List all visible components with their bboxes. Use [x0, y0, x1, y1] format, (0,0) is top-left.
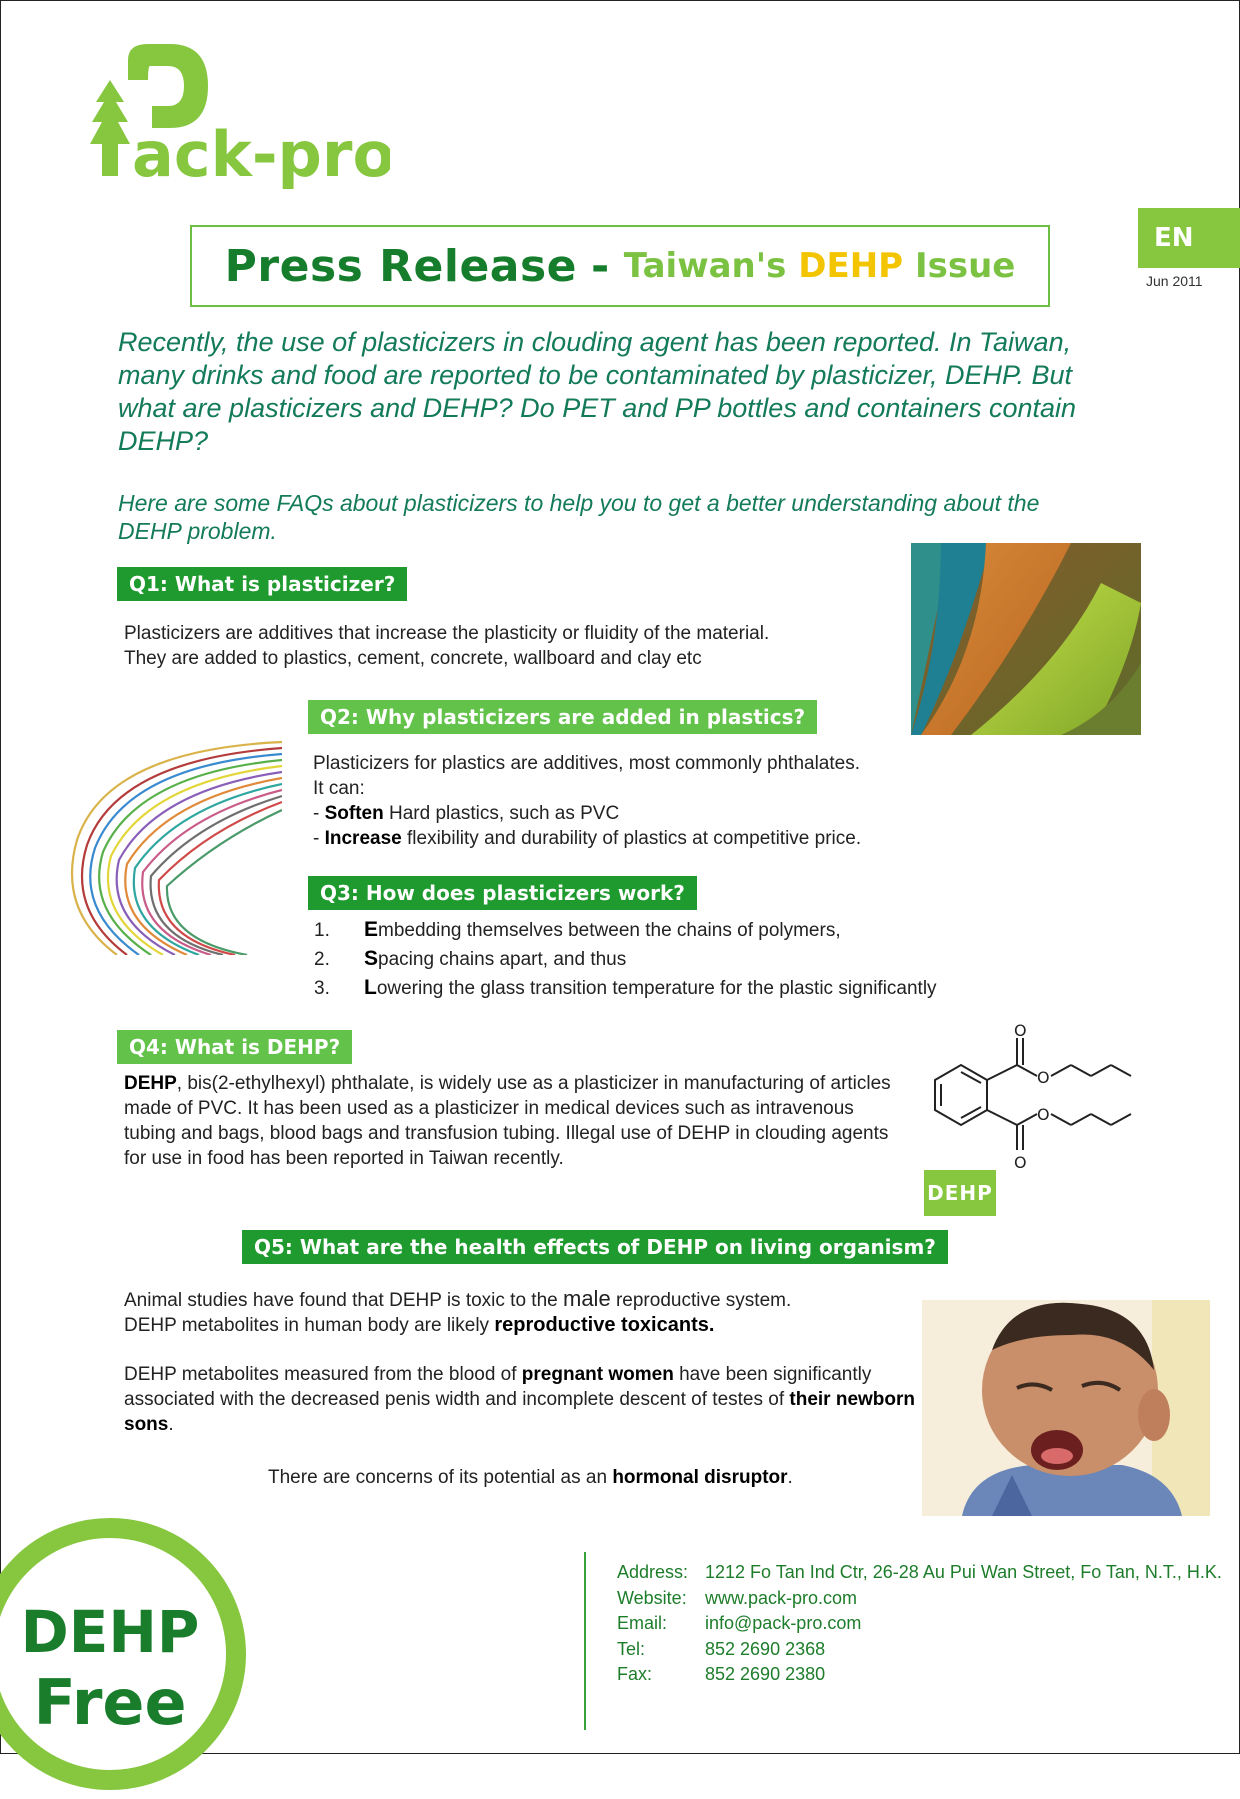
dehp-label: DEHP: [924, 1170, 996, 1216]
q5-paragraph-2: DEHP metabolites measured from the blood of pregnant women have been significantly associated with the decreased penis width and incomplete descent of testes of their newborn sons.: [124, 1364, 916, 1435]
badge-line-2: Free: [33, 1666, 187, 1739]
q1-line-1: Plasticizers are additives that increase the plasticity or fluidity of the material.: [124, 623, 770, 644]
q5-paragraph-3: There are concerns of its potential as an hormonal disruptor.: [268, 1467, 793, 1488]
contact-tel: Tel: 852 2690 2368: [617, 1638, 826, 1659]
tree-icon: [90, 80, 130, 176]
intro-lead: Recently, the use of plasticizers in clouding agent has been reported. In Taiwan, many drinks and food are reported to be contaminated by plasticizer, DEHP. But what are plasticizers and DEHP? Do PET and PP bottles and containers contain DEHP?: [118, 327, 1077, 456]
q4-definition: , bis(2-ethylhexyl) phthalate, is widely use as a plasticizer in manufacturing of articles made of PVC. It has been used as a plasticizer in medical devices such as intravenous tubing and bags, blood bags and transfusion tubing. Illegal use of DEHP in clouding agents for use in food has been reported in Taiwan recently.: [124, 1073, 891, 1169]
q2-line-2: It can:: [313, 778, 365, 799]
atom-o-4: O: [1014, 1153, 1027, 1172]
q3-step-1: 1. Embedding themselves between the chains of polymers,: [314, 918, 841, 941]
atom-o-1: O: [1014, 1021, 1027, 1040]
q3-steps: [314, 916, 1114, 1003]
language-badge[interactable]: EN: [1138, 208, 1240, 268]
contact-divider: [584, 1552, 586, 1730]
atom-o-2: O: [1037, 1068, 1050, 1087]
q3-heading: Q3: How does plasticizers work?: [308, 876, 697, 910]
q1-answer: [124, 621, 924, 671]
q2-bullet-increase: - Increase flexibility and durability of plastics at competitive price.: [313, 828, 862, 849]
dehp-free-badge: [0, 1514, 250, 1794]
dehp-structure-diagram: [925, 1020, 1165, 1180]
q2-heading: Q2: Why plasticizers are added in plastics?: [308, 700, 817, 734]
email-link[interactable]: info@pack-pro.com: [705, 1613, 862, 1633]
q2-bullet-soften: - Soften Hard plastics, such as PVC: [313, 803, 620, 824]
logo-p-shape: [128, 44, 208, 128]
release-date: Jun 2011: [1146, 273, 1203, 289]
q2-line-1: Plasticizers for plastics are additives, most commonly phthalates.: [313, 753, 860, 774]
q3-step-3: 3. Lowering the glass transition temperature for the plastic significantly: [314, 976, 937, 999]
subtitle-post: Issue: [914, 246, 1016, 286]
contact-fax: Fax: 852 2690 2380: [617, 1664, 826, 1684]
q1-line-2: They are added to plastics, cement, concrete, wallboard and clay etc: [124, 648, 702, 669]
q4-answer: [124, 1071, 894, 1171]
crying-baby-image: [922, 1300, 1210, 1516]
page-subtitle: [624, 246, 1016, 286]
title-dash: -: [591, 240, 610, 292]
title-box: [190, 225, 1050, 307]
q5-heading: Q5: What are the health effects of DEHP on living organism?: [242, 1230, 948, 1264]
colored-wires-image: [47, 730, 282, 955]
contact-address: Address: 1212 Fo Tan Ind Ctr, 26-28 Au Pui Wan Street, Fo Tan, N.T., H.K.: [617, 1562, 1222, 1582]
website-link[interactable]: www.pack-pro.com: [705, 1587, 858, 1608]
q5-answer: [124, 1286, 924, 1437]
q4-term: DEHP: [124, 1073, 177, 1094]
pack-pro-logo: [90, 40, 390, 210]
q2-answer: [313, 751, 1073, 851]
q3-step-2: 2. Spacing chains apart, and thus: [314, 947, 627, 970]
intro-faq-note: Here are some FAQs about plasticizers to help you to get a better understanding about the DEHP problem.: [118, 490, 1040, 544]
contact-email: Email: info@pack-pro.com: [617, 1611, 1227, 1637]
contact-website: Website: www.pack-pro.com: [617, 1586, 1227, 1612]
contact-info: [617, 1560, 1227, 1688]
page-title: Press Release: [224, 240, 578, 292]
subtitle-highlight: DEHP: [798, 246, 904, 286]
atom-o-3: O: [1037, 1105, 1050, 1124]
logo-text: ack-pro: [132, 118, 390, 191]
badge-line-1: DEHP: [20, 1598, 200, 1666]
q4-heading: Q4: What is DEHP?: [117, 1030, 352, 1064]
q5-paragraph-1: Animal studies have found that DEHP is toxic to the male reproductive system. DEHP metabolites in human body are likely reproductive toxicants.: [124, 1286, 792, 1336]
plastic-sheets-image: [911, 543, 1141, 735]
q1-heading: Q1: What is plasticizer?: [117, 567, 407, 601]
subtitle-pre: Taiwan's: [623, 246, 787, 286]
